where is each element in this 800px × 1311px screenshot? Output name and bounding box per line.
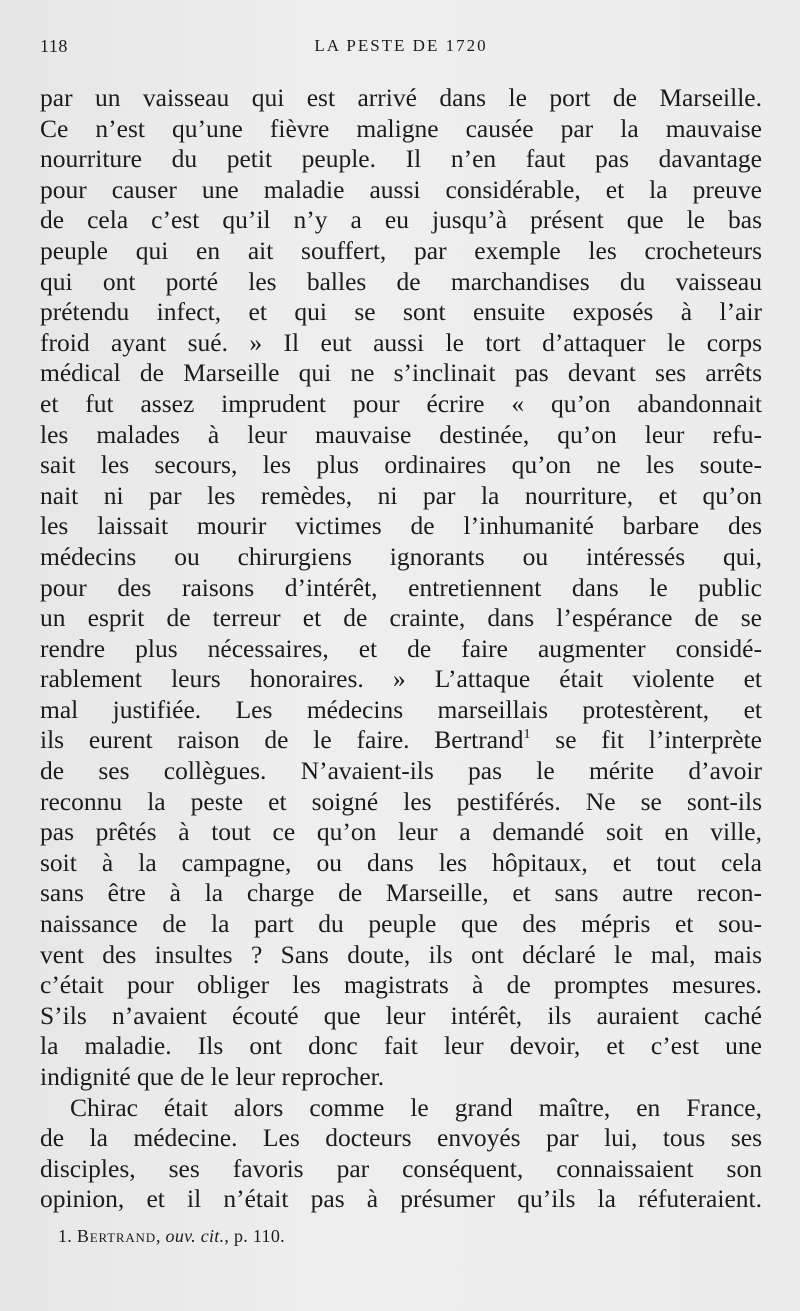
footnote-separator: , <box>155 1226 166 1246</box>
footnote <box>58 1226 285 1247</box>
text-line: médecins ou chirurgiens ignorants ou intéressés qui, <box>40 541 762 571</box>
text-line: mal justifiée. Les médecins marseillais protestèrent, et <box>40 694 762 724</box>
footnote-work: ouv. cit. <box>165 1226 225 1246</box>
running-title: LA PESTE DE 1720 <box>314 36 488 55</box>
text-line: par un vaisseau qui est arrivé dans le port de Marseille. <box>40 83 762 112</box>
footnote-author: Bertrand <box>76 1226 156 1246</box>
text-line: reconnu la peste et soigné les pestiférés. Ne se sont-ils <box>40 786 762 816</box>
text-line: S’ils n’avaient écouté que leur intérêt, ils auraient caché <box>40 1000 762 1030</box>
text-line: de la médecine. Les docteurs envoyés par lui, tous ses <box>40 1123 762 1153</box>
text-line: soit à la campagne, ou dans les hôpitaux, et tout cela <box>40 847 762 877</box>
text-line: disciples, ses favoris par conséquent, connaissaient son <box>40 1153 762 1183</box>
page-number: 118 <box>40 36 68 56</box>
text-line: médical de Marseille qui ne s’inclinait pas devant ses arrêts <box>40 358 762 388</box>
footnote-number: 1. <box>58 1226 73 1246</box>
text-line: vent des insultes ? Sans doute, ils ont déclaré le mal, mais <box>40 939 762 969</box>
text-line: prétendu infect, et qui se sont ensuite exposés à l’air <box>40 297 762 327</box>
text-line: la maladie. Ils ont donc fait leur devoir, et c’est une <box>40 1031 762 1061</box>
text-line: sait les secours, les plus ordinaires qu’on ne les soute- <box>40 450 762 480</box>
text-line: opinion, et il n’était pas à présumer qu’ils la réfuteraient. <box>40 1184 762 1214</box>
body-text <box>40 83 762 1215</box>
text-line: sans être à la charge de Marseille, et sans autre recon- <box>40 878 762 908</box>
text-line: et fut assez imprudent pour écrire « qu’on abandonnait <box>40 388 762 418</box>
text-line: les laissait mourir victimes de l’inhumanité barbare des <box>40 511 762 541</box>
page-header <box>40 36 762 60</box>
text-fragment: se fit l’interprète <box>530 725 762 755</box>
paragraph-first-line: Chirac était alors comme le grand maître, en France, <box>70 1092 762 1122</box>
text-line: de cela c’est qu’il n’y a eu jusqu’à présent que le bas <box>40 205 762 235</box>
text-line: un esprit de terreur et de crainte, dans l’espérance de se <box>40 603 762 633</box>
text-line: naissance de la part du peuple que des mépris et sou- <box>40 909 762 939</box>
text-line: pour causer une maladie aussi considérable, et la preuve <box>40 174 762 204</box>
text-line: nourriture du petit peuple. Il n’en faut pas davantage <box>40 144 762 174</box>
text-line: peuple qui en ait souffert, par exemple les crocheteurs <box>40 235 762 265</box>
text-line: rablement leurs honoraires. » L’attaque était violente et <box>40 664 762 694</box>
text-fragment: ils eurent raison de le faire. Bertrand <box>40 725 524 755</box>
text-line: c’était pour obliger les magistrats à de promptes mesures. <box>40 970 762 1000</box>
text-line: pour des raisons d’intérêt, entretiennent dans le public <box>40 572 762 602</box>
text-line: les malades à leur mauvaise destinée, qu’on leur refu- <box>40 419 762 449</box>
text-line: rendre plus nécessaires, et de faire augmenter considé- <box>40 633 762 663</box>
footnote-page: , p. 110. <box>224 1226 285 1246</box>
text-line: indignité que de le leur reprocher. <box>40 1062 385 1091</box>
text-line: pas prêtés à tout ce qu’on leur a demandé soit en ville, <box>40 817 762 847</box>
footnote-reference[interactable]: 1 <box>523 727 531 743</box>
text-line: froid ayant sué. » Il eut aussi le tort d’attaquer le corps <box>40 327 762 357</box>
text-line: qui ont porté les balles de marchandises du vaisseau <box>40 266 762 296</box>
text-line: Ce n’est qu’une fièvre maligne causée par la mauvaise <box>40 113 762 143</box>
text-line: de ses collègues. N’avaient-ils pas le mérite d’avoir <box>40 756 762 786</box>
text-line: nait ni par les remèdes, ni par la nourriture, et qu’on <box>40 480 762 510</box>
text-line-with-footnote <box>40 725 762 756</box>
